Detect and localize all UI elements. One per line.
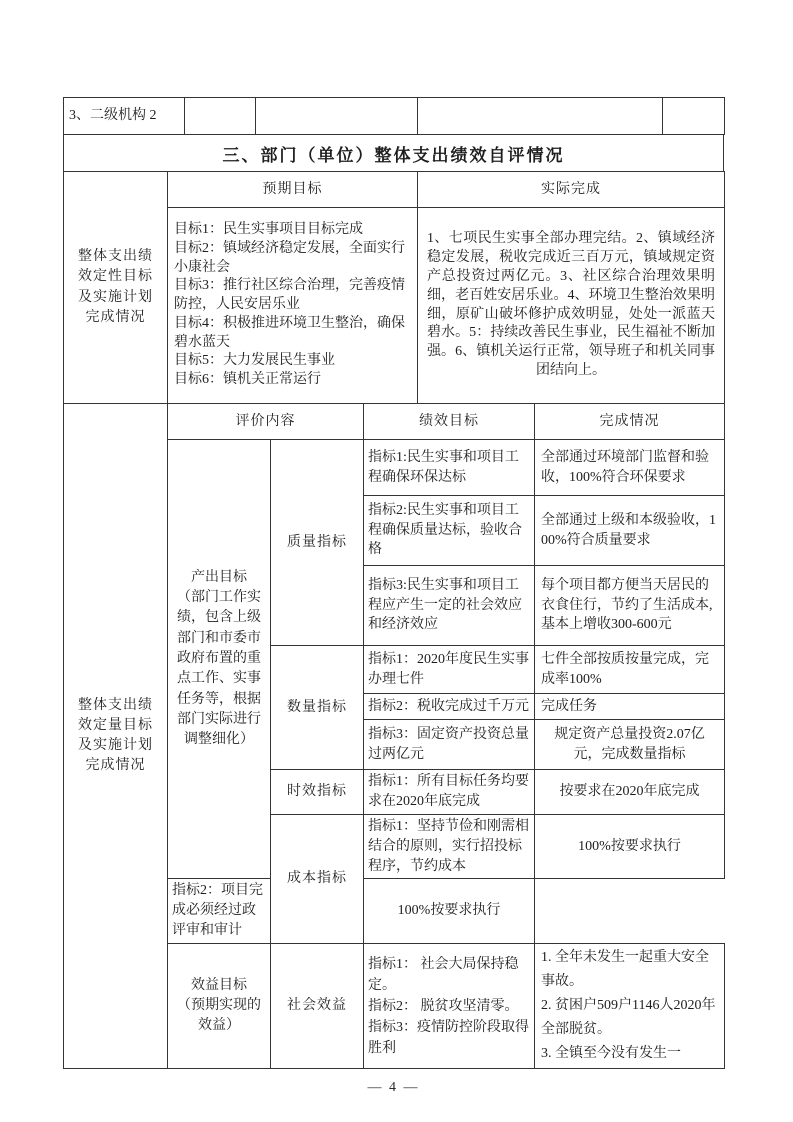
expected-goals-cell <box>168 208 418 404</box>
output-goal-title: 产出目标 <box>191 569 247 585</box>
timeliness-indicator-label: 时效指标 <box>271 770 364 815</box>
goal-line: 目标4：积极推进环境卫生整治，确保碧水蓝天 <box>174 315 405 350</box>
actual-completion-cell: 1、七项民生实事全部办理完结。2、镇域经济稳定发展，税收完成近三百万元，镇域规定资产总投资过两亿元。3、社区综合治理效果明细，老百姓安居乐业。4、环境卫生整治效果明细，原矿山破坏修护成效明显，处处一派蓝天碧水。5：持续改善民生事业，民生福祉不断加强。6、镇机关运行正常，领导班子和机关同事团结向上。 <box>418 208 725 404</box>
completion-cell: 规定资产总量投资2.07亿元，完成数量指标 <box>535 720 725 770</box>
social-benefit-label: 社会效益 <box>271 944 364 1069</box>
empty-cell <box>418 98 663 135</box>
completion-line: 2. 贫困户509户1146人2020年全部脱贫。 <box>541 998 716 1038</box>
expected-goals-header: 预期目标 <box>168 172 418 208</box>
quantity-indicator-label: 数量指标 <box>271 646 364 770</box>
completion-cell: 100%按要求执行 <box>535 814 725 879</box>
completion-cell: 七件全部按质按量完成，完成率100% <box>535 646 725 694</box>
benefit-goal-note: （预期实现的效益） <box>177 998 261 1034</box>
quality-indicator-label: 质量指标 <box>271 440 364 646</box>
completion-cell: 全部通过上级和本级验收，100%符合质量要求 <box>535 496 725 566</box>
actual-completion-header: 实际完成 <box>418 172 725 208</box>
target-cell: 指标1：坚持节俭和刚需相结合的原则，实行招投标程序，节约成本 <box>364 814 535 879</box>
completion-cell: 100%按要求执行 <box>364 879 535 944</box>
empty-cell <box>663 98 725 135</box>
quantitative-table <box>63 403 725 1069</box>
table-row <box>64 98 725 135</box>
carryover-table <box>63 97 725 135</box>
secondary-org-label: 3、二级机构 2 <box>64 98 185 135</box>
completion-line: 3. 全镇至今没有发生一 <box>541 1046 681 1062</box>
completion-status-header: 完成情况 <box>535 404 725 440</box>
goal-line: 目标2：镇域经济稳定发展，全面实行小康社会 <box>174 240 405 275</box>
target-cell: 指标2：税收完成过千万元 <box>364 694 535 720</box>
target-cell: 指标3:民生实事和项目工程应产生一定的社会效应和经济效应 <box>364 566 535 646</box>
empty-cell <box>256 98 418 135</box>
output-goal-cell <box>168 440 271 879</box>
target-cell: 指标3：固定资产投资总量过两亿元 <box>364 720 535 770</box>
cost-indicator-label: 成本指标 <box>271 814 364 943</box>
completion-cell: 每个项目都方便当天居民的衣食住行，节约了生活成本,基本上增收300-600元 <box>535 566 725 646</box>
goal-line: 目标1：民生实事项目目标完成 <box>174 222 363 238</box>
goal-line: 目标5：大力发展民生事业 <box>174 353 335 369</box>
empty-cell <box>185 98 256 135</box>
benefit-goal-cell <box>168 944 271 1069</box>
completion-cell: 按要求在2020年底完成 <box>535 770 725 815</box>
target-cell: 指标2：项目完成必须经过政评审和审计 <box>168 879 271 944</box>
indicator-line: 指标3：疫情防控阶段取得胜利 <box>368 1019 529 1056</box>
qualitative-section-label: 整体支出绩效定性目标及实施计划完成情况 <box>64 172 168 404</box>
goal-line: 目标3：推行社区综合治理，完善疫情防控，人民安居乐业 <box>174 278 405 313</box>
table-row <box>64 404 725 440</box>
indicator-line: 指标2： 脱贫攻坚清零。 <box>368 998 519 1014</box>
target-cell: 指标1:民生实事和项目工程确保环保达标 <box>364 440 535 496</box>
goal-line: 目标6：镇机关正常运行 <box>174 372 321 388</box>
completion-cell <box>535 944 725 1069</box>
indicator-line: 指标1： 社会大局保持稳定。 <box>368 956 519 993</box>
section-title: 三、部门（单位）整体支出绩效自评情况 <box>63 134 724 172</box>
target-cell: 指标1：所有目标任务均要求在2020年底完成 <box>364 770 535 815</box>
evaluation-content-header: 评价内容 <box>168 404 364 440</box>
performance-target-header: 绩效目标 <box>364 404 535 440</box>
table-row <box>64 172 725 208</box>
quantitative-section-label: 整体支出绩效定量目标及实施计划完成情况 <box>64 404 168 1069</box>
target-cell: 指标1：2020年度民生实事办理七件 <box>364 646 535 694</box>
output-goal-note: （部门工作实绩，包含上级部门和市委市政府布置的重点工作、实事任务等，根据部门实际进行调整细化） <box>177 590 261 748</box>
completion-cell: 全部通过环境部门监督和验收，100%符合环保要求 <box>535 440 725 496</box>
target-cell <box>364 944 535 1069</box>
report-table <box>63 97 724 1096</box>
qualitative-table <box>63 171 725 404</box>
completion-line: 1. 全年未发生一起重大安全事故。 <box>541 950 709 990</box>
completion-cell: 完成任务 <box>535 694 725 720</box>
target-cell: 指标2:民生实事和项目工程确保质量达标，验收合格 <box>364 496 535 566</box>
benefit-goal-title: 效益目标 <box>191 977 247 993</box>
page-number: — 4 — <box>367 1080 420 1096</box>
